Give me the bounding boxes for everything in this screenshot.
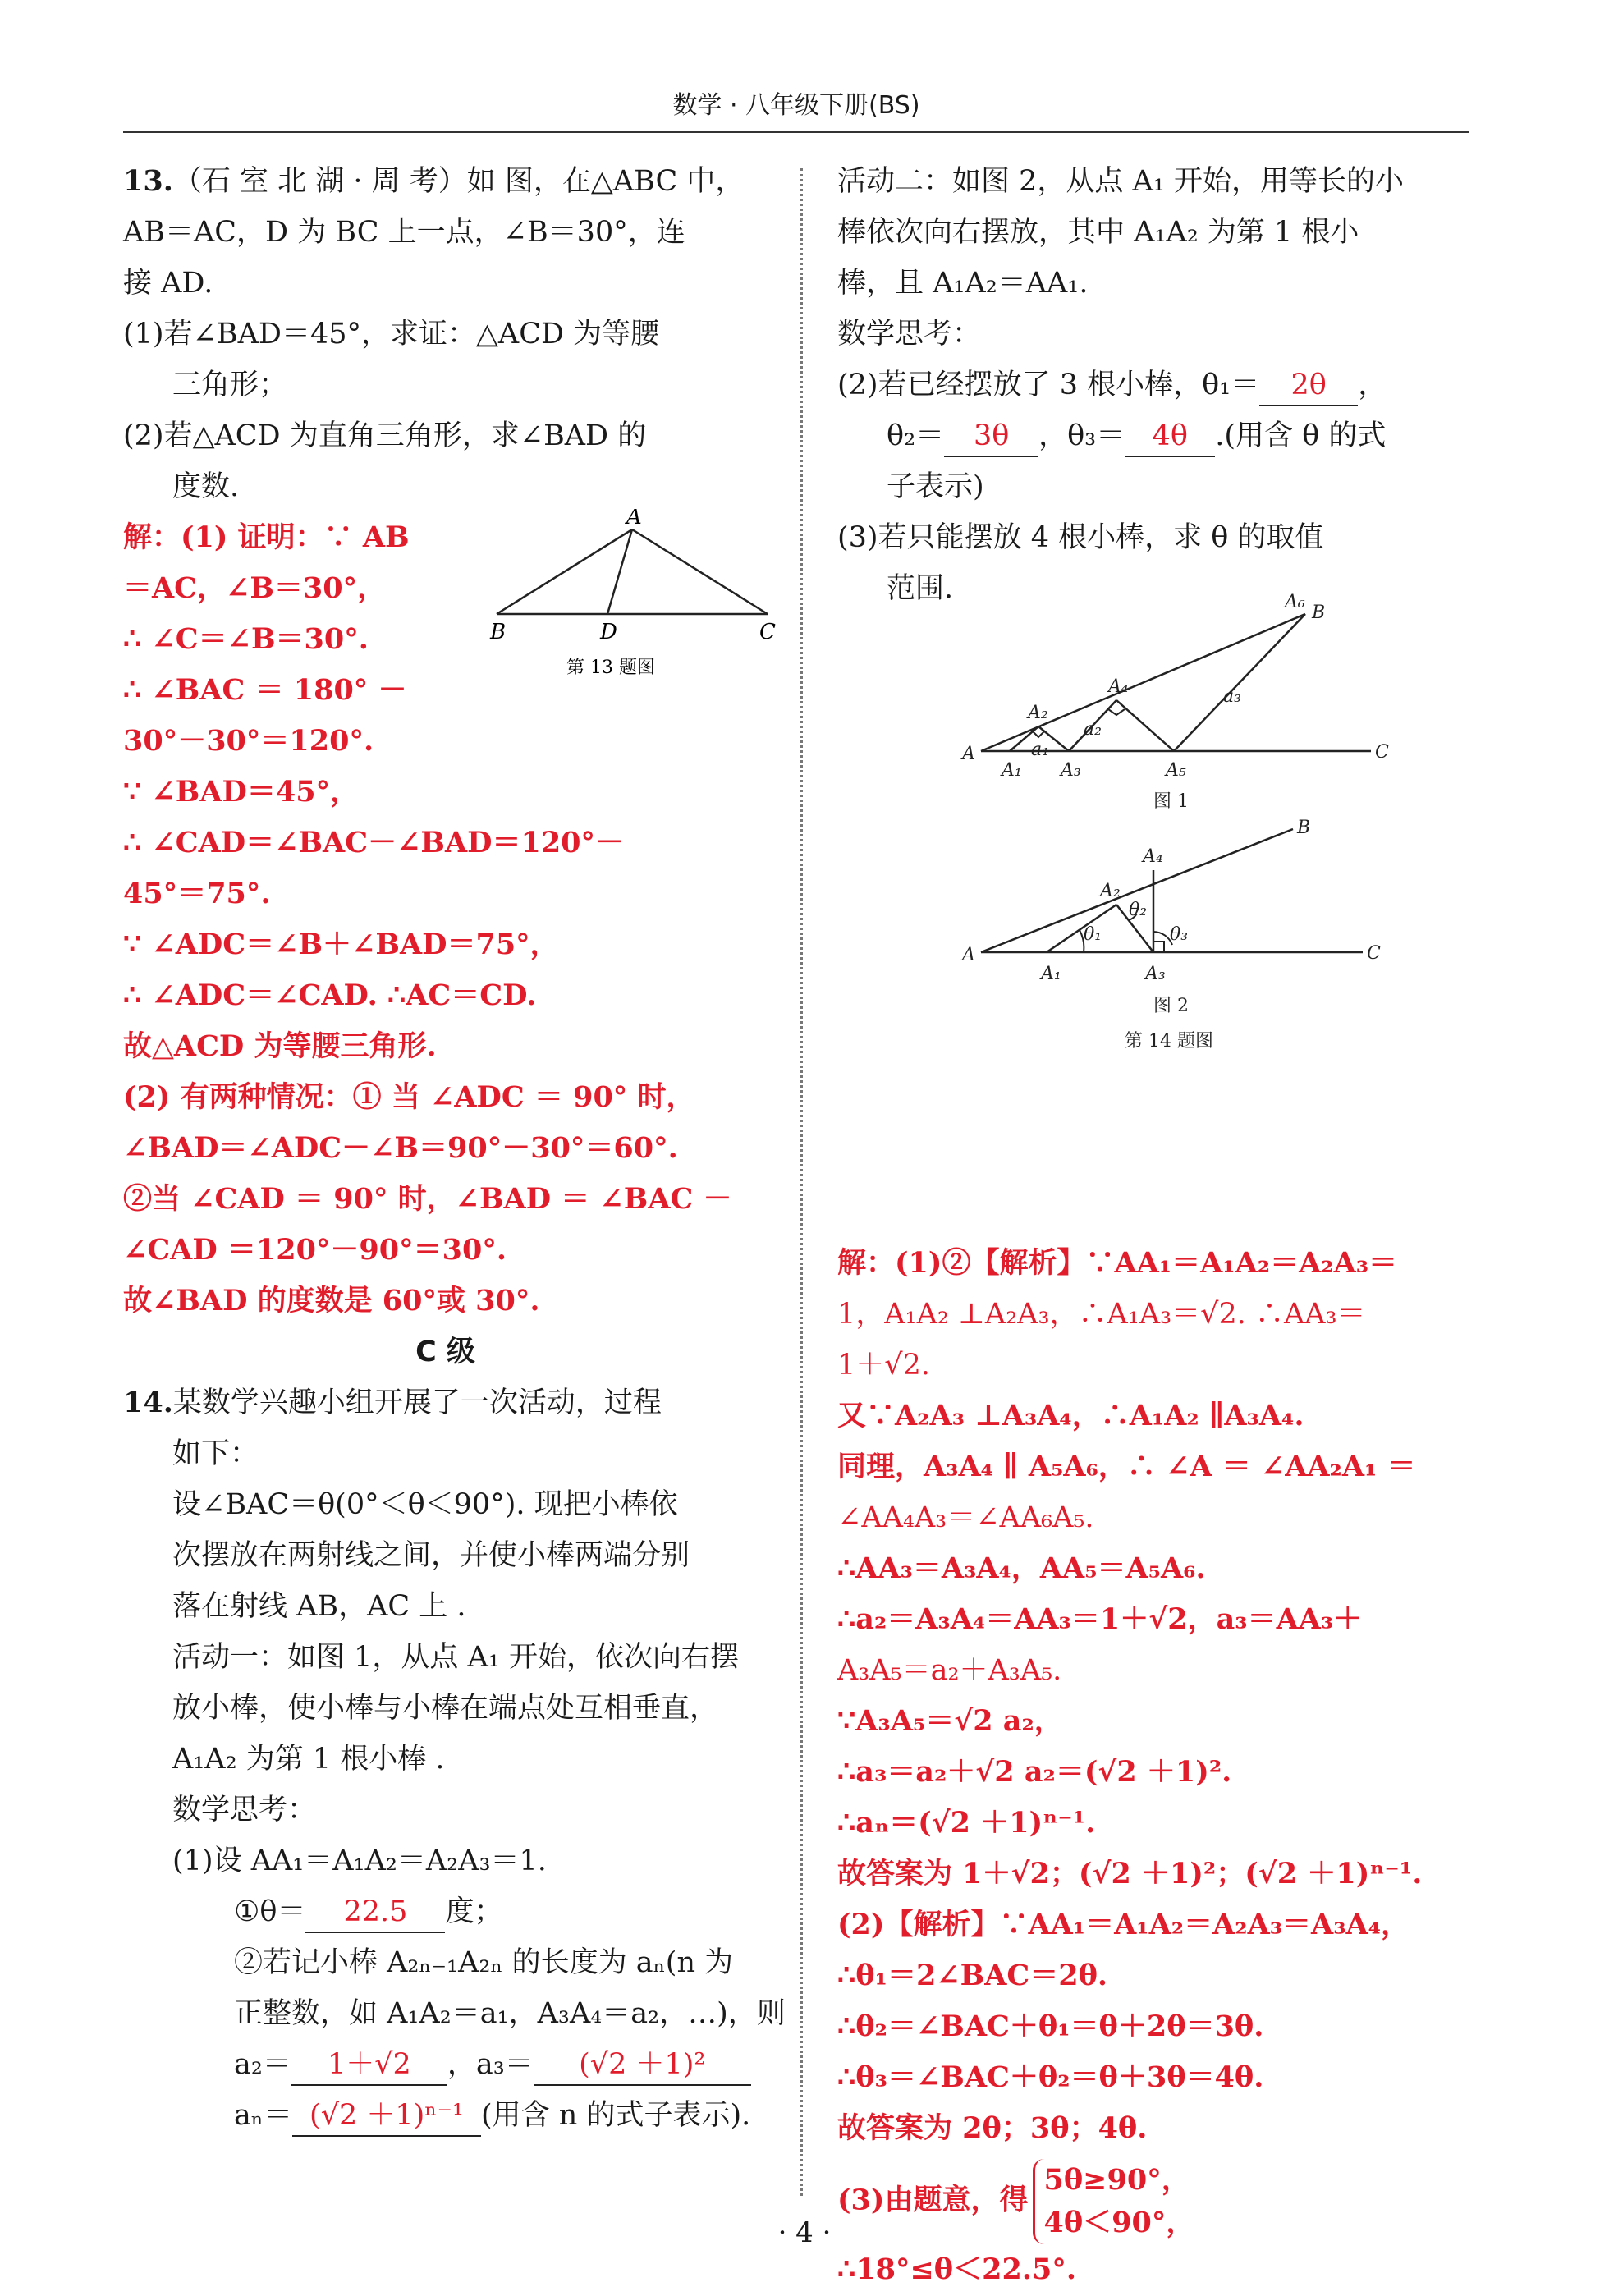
text-span: ∴AA₃＝A₃A₄，AA₅＝A₅A₆. [837, 1551, 1206, 1585]
text-line [123, 767, 768, 818]
text-line [123, 309, 768, 360]
text-line [123, 1377, 768, 1428]
text-line [837, 1900, 1478, 1950]
text-span: 故∠BAD 的度数是 60°或 30°. [123, 1284, 540, 1318]
text-line [123, 614, 476, 665]
text-span: 范围. [887, 572, 954, 605]
text-line [123, 1835, 768, 1886]
text-span: 数学思考： [172, 1794, 317, 1826]
fig2-label-A2: A₂ [1100, 881, 1121, 901]
text-span: 设∠BAC＝θ(0°＜θ＜90°). 现把小棒依 [172, 1488, 678, 1521]
text-line [837, 1849, 1478, 1900]
text-span: ∴θ₃＝∠BAC＋θ₂＝θ＋3θ＝4θ. [837, 2060, 1264, 2094]
text-span: a₂＝ [234, 2048, 291, 2081]
text-line [123, 258, 768, 309]
text-span: 活动一：如图 1，从点 A₁ 开始，依次向右摆 [172, 1641, 739, 1674]
text-span: 如下： [172, 1437, 259, 1470]
text-span: 棒依次向右摆放，其中 A₁A₂ 为第 1 根小 [837, 216, 1359, 249]
label-A: A [626, 509, 642, 529]
text-span: ，θ₃＝ [1038, 419, 1125, 452]
text-line [123, 2039, 768, 2090]
text-line [837, 1798, 1478, 1849]
text-line [837, 1492, 1478, 1543]
fig2-label-A3: A₃ [1145, 964, 1166, 984]
text-span: 解：(1)②【解析】∵AA₁＝A₁A₂＝A₂A₃＝ [837, 1246, 1398, 1280]
text-line [123, 156, 768, 207]
text-span: (1)设 AA₁＝A₁A₂＝A₂A₃＝1. [172, 1845, 547, 1877]
text-line [123, 207, 768, 258]
fig2-label-A: A [962, 945, 975, 965]
text-line [123, 716, 476, 767]
fig1-label-B: B [1312, 603, 1326, 623]
fig1-label-A6: A₆ [1285, 592, 1305, 612]
text-line [123, 461, 768, 512]
text-span: ②当 ∠CAD ＝ 90° 时，∠BAD ＝ ∠BAC － [123, 1182, 732, 1216]
text-line [837, 1645, 1478, 1696]
text-line [837, 1543, 1478, 1594]
text-span: 落在射线 AB，AC 上 . [172, 1590, 466, 1623]
text-line [123, 1428, 768, 1479]
fig1-label-a2: a₂ [1084, 719, 1102, 740]
text-line [123, 410, 768, 461]
text-span: 45°＝75°. [123, 877, 271, 910]
page-header: 数学 · 八年级下册(BS) [672, 91, 920, 120]
text-span: 故答案为 1＋√2；(√2 ＋1)²；(√2 ＋1)ⁿ⁻¹. [837, 1857, 1423, 1890]
text-span: 同理，A₃A₄ ∥ A₅A₆，∴ ∠A ＝ ∠AA₂A₁ ＝ [837, 1450, 1416, 1483]
header-rule [123, 131, 1469, 133]
answer-blank: (√2 ＋1)ⁿ⁻¹ [292, 2096, 481, 2137]
text-span: ∵ ∠BAD＝45°， [123, 775, 360, 809]
text-span: ∴θ₁＝2∠BAC＝2θ. [837, 1959, 1108, 1992]
text-span: ∴ ∠ADC＝∠CAD. ∴AC＝CD. [123, 978, 537, 1012]
answer-blank: 2θ [1259, 365, 1358, 406]
answer-blank: 1＋√2 [291, 2045, 447, 2086]
text-span: 子表示) [887, 470, 984, 503]
text-line [837, 207, 1478, 258]
fig2-label-A1: A₁ [1041, 964, 1061, 984]
text-span: (3)若只能摆放 4 根小棒，求 θ 的取值 [837, 521, 1324, 554]
text-line [123, 1785, 768, 1835]
text-span: ∠AA₄A₃＝∠AA₆A₅. [837, 1501, 1094, 1534]
fig2-label-theta2: θ₂ [1129, 900, 1148, 920]
text-span: aₙ＝ [234, 2099, 293, 2132]
fig1-label-A4: A₄ [1108, 676, 1129, 697]
fig2-label-B: B [1297, 818, 1311, 838]
fig2-label-A4: A₄ [1143, 846, 1163, 867]
text-span: AB＝AC，D 为 BC 上一点，∠B＝30°，连 [123, 216, 685, 249]
text-span: ∴ ∠CAD＝∠BAC－∠BAD＝120°－ [123, 826, 625, 859]
text-line [837, 2052, 1478, 2103]
fig1-label-A5: A₅ [1166, 760, 1186, 781]
question-14-continued [837, 156, 1478, 614]
text-line [123, 1021, 768, 1072]
text-span: ∵A₃A₅＝√2 a₂， [837, 1704, 1063, 1738]
left-column [123, 156, 786, 2141]
text-span: 某数学兴趣小组开展了一次活动，过程 [172, 1386, 662, 1419]
text-span: 数学思考： [837, 318, 982, 351]
text-span: 三角形； [172, 369, 288, 401]
text-line [837, 1747, 1478, 1798]
text-line [837, 156, 1478, 207]
fig2-label-theta1: θ₁ [1084, 924, 1102, 945]
figure-14-2-caption: 图 2 [1153, 996, 1189, 1016]
text-span: ∴a₃＝a₂＋√2 a₂＝(√2 ＋1)². [837, 1755, 1232, 1789]
text-span: ∵ ∠ADC＝∠B＋∠BAD＝75°， [123, 928, 559, 961]
text-span: 故答案为 2θ；3θ；4θ. [837, 2111, 1148, 2145]
text-span: ∠CAD ＝120°－90°＝30°. [123, 1233, 507, 1267]
fig1-label-A2: A₂ [1028, 703, 1048, 723]
text-span: ∴ ∠BAC ＝ 180° － [123, 673, 407, 707]
text-span: 故△ACD 为等腰三角形. [123, 1029, 437, 1063]
text-line [123, 1327, 768, 1377]
text-span: ∠BAD＝∠ADC－∠B＝90°－30°＝60°. [123, 1131, 678, 1165]
text-span: 放小棒，使小棒与小棒在端点处互相垂直， [172, 1692, 719, 1725]
text-span: 活动二：如图 2，从点 A₁ 开始，用等长的小 [837, 165, 1404, 198]
text-span: 接 AD. [123, 267, 213, 300]
right-column [837, 156, 1478, 2295]
text-line [837, 410, 1478, 461]
text-span: 1＋√2. [837, 1349, 930, 1382]
fig2-label-C: C [1367, 943, 1381, 964]
figure-13-svg [488, 509, 784, 681]
figure-14-1 [981, 614, 1371, 751]
column-divider [800, 168, 803, 2196]
answer-blank: 4θ [1125, 416, 1215, 457]
text-line [837, 1391, 1478, 1441]
fig1-label-A1: A₁ [1002, 760, 1022, 781]
text-span: ＝AC，∠B＝30°， [123, 571, 387, 605]
text-line [123, 1683, 768, 1734]
text-span: ，a₃＝ [447, 2048, 534, 2081]
text-line [837, 1594, 1478, 1645]
text-span: (1)若∠BAD＝45°，求证：△ACD 为等腰 [123, 318, 660, 351]
system-lead: (3)由题意，得 [837, 2183, 1029, 2217]
solution-14 [837, 1238, 1478, 2154]
text-line [837, 360, 1478, 410]
label-D: D [600, 620, 617, 644]
text-line [123, 1123, 768, 1174]
text-line [123, 1632, 768, 1683]
text-span: 棒，且 A₁A₂＝AA₁. [837, 267, 1089, 300]
fig2-label-theta3: θ₃ [1170, 924, 1189, 945]
text-line [837, 461, 1478, 512]
text-span: (2)【解析】∵AA₁＝A₁A₂＝A₂A₃＝A₃A₄， [837, 1908, 1410, 1941]
text-span: 14. [123, 1386, 173, 1419]
text-span: 正整数，如 A₁A₂＝a₁，A₃A₄＝a₂，…)，则 [234, 1997, 786, 2030]
figure-14-1-caption: 图 1 [1153, 791, 1189, 812]
figure-14-caption: 第 14 题图 [1125, 1031, 1213, 1052]
text-line [123, 868, 768, 919]
text-line [837, 1340, 1478, 1391]
text-line [123, 1276, 768, 1327]
text-line [123, 1530, 768, 1581]
text-line [123, 360, 768, 410]
text-line [123, 512, 476, 563]
text-span: ②若记小棒 A₂ₙ₋₁A₂ₙ 的长度为 aₙ(n 为 [234, 1946, 734, 1979]
text-line [123, 1479, 768, 1530]
fig1-label-a3: a₃ [1223, 686, 1241, 707]
text-span: A₁A₂ 为第 1 根小棒 . [172, 1743, 445, 1776]
text-line [123, 1072, 768, 1123]
text-span: 解：(1) 证明：∵ AB [123, 520, 410, 554]
text-span: ∴a₂＝A₃A₄＝AA₃＝1＋√2，a₃＝AA₃＋ [837, 1602, 1363, 1636]
text-span: 度； [445, 1895, 503, 1928]
inequality-1: 5θ≥90°， [1043, 2163, 1190, 2197]
text-span: ， [1358, 369, 1387, 401]
text-span: 1，A₁A₂ ⊥A₂A₃，∴A₁A₃＝√2. ∴AA₃＝ [837, 1298, 1366, 1331]
text-line [123, 1886, 768, 1937]
text-span: C 级 [415, 1336, 475, 1368]
inequality-2: 4θ＜90°， [1043, 2206, 1195, 2239]
answer-blank: (√2 ＋1)² [534, 2045, 751, 2086]
text-line [123, 1174, 768, 1225]
fig1-label-A3: A₃ [1061, 760, 1081, 781]
fig1-label-a1: a₁ [1031, 740, 1049, 760]
label-B: B [490, 620, 507, 644]
text-line [837, 1289, 1478, 1340]
text-span: 13. [123, 164, 173, 198]
page-number: · 4 · [777, 2216, 832, 2249]
text-span: （石 室 北 湖 · 周 考）如 图，在△ABC 中， [172, 165, 745, 198]
text-span: 又∵A₂A₃ ⊥A₃A₄，∴A₁A₂ ∥A₃A₄. [837, 1399, 1304, 1432]
text-line [123, 2090, 768, 2141]
text-line [837, 512, 1478, 563]
text-span: ∴θ₂＝∠BAC＋θ₁＝θ＋2θ＝3θ. [837, 2010, 1264, 2043]
text-span: θ₂＝ [887, 419, 945, 452]
text-span: 30°－30°＝120°. [123, 724, 374, 758]
text-line [837, 258, 1478, 309]
answer-blank: 22.5 [305, 1892, 445, 1933]
text-line [837, 1696, 1478, 1747]
text-line [837, 309, 1478, 360]
answer-blank: 3θ [944, 416, 1038, 457]
text-line [837, 2103, 1478, 2154]
figure-14 [960, 587, 1420, 1079]
text-line [123, 1225, 768, 1276]
text-span: ①θ＝ [234, 1895, 306, 1928]
text-span: .(用含 θ 的式 [1215, 419, 1387, 452]
text-line [123, 1937, 768, 1988]
text-span: 次摆放在两射线之间，并使小棒两端分别 [172, 1539, 690, 1572]
text-line [123, 1734, 768, 1785]
text-line [123, 665, 476, 716]
text-span: 度数. [172, 470, 240, 503]
text-span: (用含 n 的式子表示). [481, 2099, 751, 2132]
text-line [123, 1988, 786, 2039]
figure-13-caption: 第 13 题图 [566, 658, 655, 678]
text-line [837, 1950, 1478, 2001]
text-line [123, 818, 768, 868]
fig1-label-A: A [962, 744, 975, 764]
text-span: ∴aₙ＝(√2 ＋1)ⁿ⁻¹. [837, 1806, 1096, 1840]
text-line [837, 1441, 1478, 1492]
fig1-label-C: C [1375, 742, 1389, 763]
system-result: ∴18°≤θ＜22.5°. [837, 2252, 1077, 2286]
figure-13 [488, 509, 784, 681]
text-span: ∴ ∠C＝∠B＝30°. [123, 622, 369, 656]
text-line [123, 919, 768, 970]
figure-14-svg [960, 587, 1420, 1079]
text-line [123, 563, 476, 614]
label-C: C [759, 620, 776, 644]
text-line [123, 1581, 768, 1632]
text-span: (2)若已经摆放了 3 根小棒，θ₁＝ [837, 369, 1260, 401]
text-line [837, 2001, 1478, 2052]
text-span: (2)若△ACD 为直角三角形，求∠BAD 的 [123, 419, 647, 452]
text-span: A₃A₅＝a₂＋A₃A₅. [837, 1654, 1062, 1687]
text-span: (2) 有两种情况：① 当 ∠ADC ＝ 90° 时， [123, 1080, 695, 1114]
text-line [837, 1238, 1478, 1289]
text-line [123, 970, 768, 1021]
